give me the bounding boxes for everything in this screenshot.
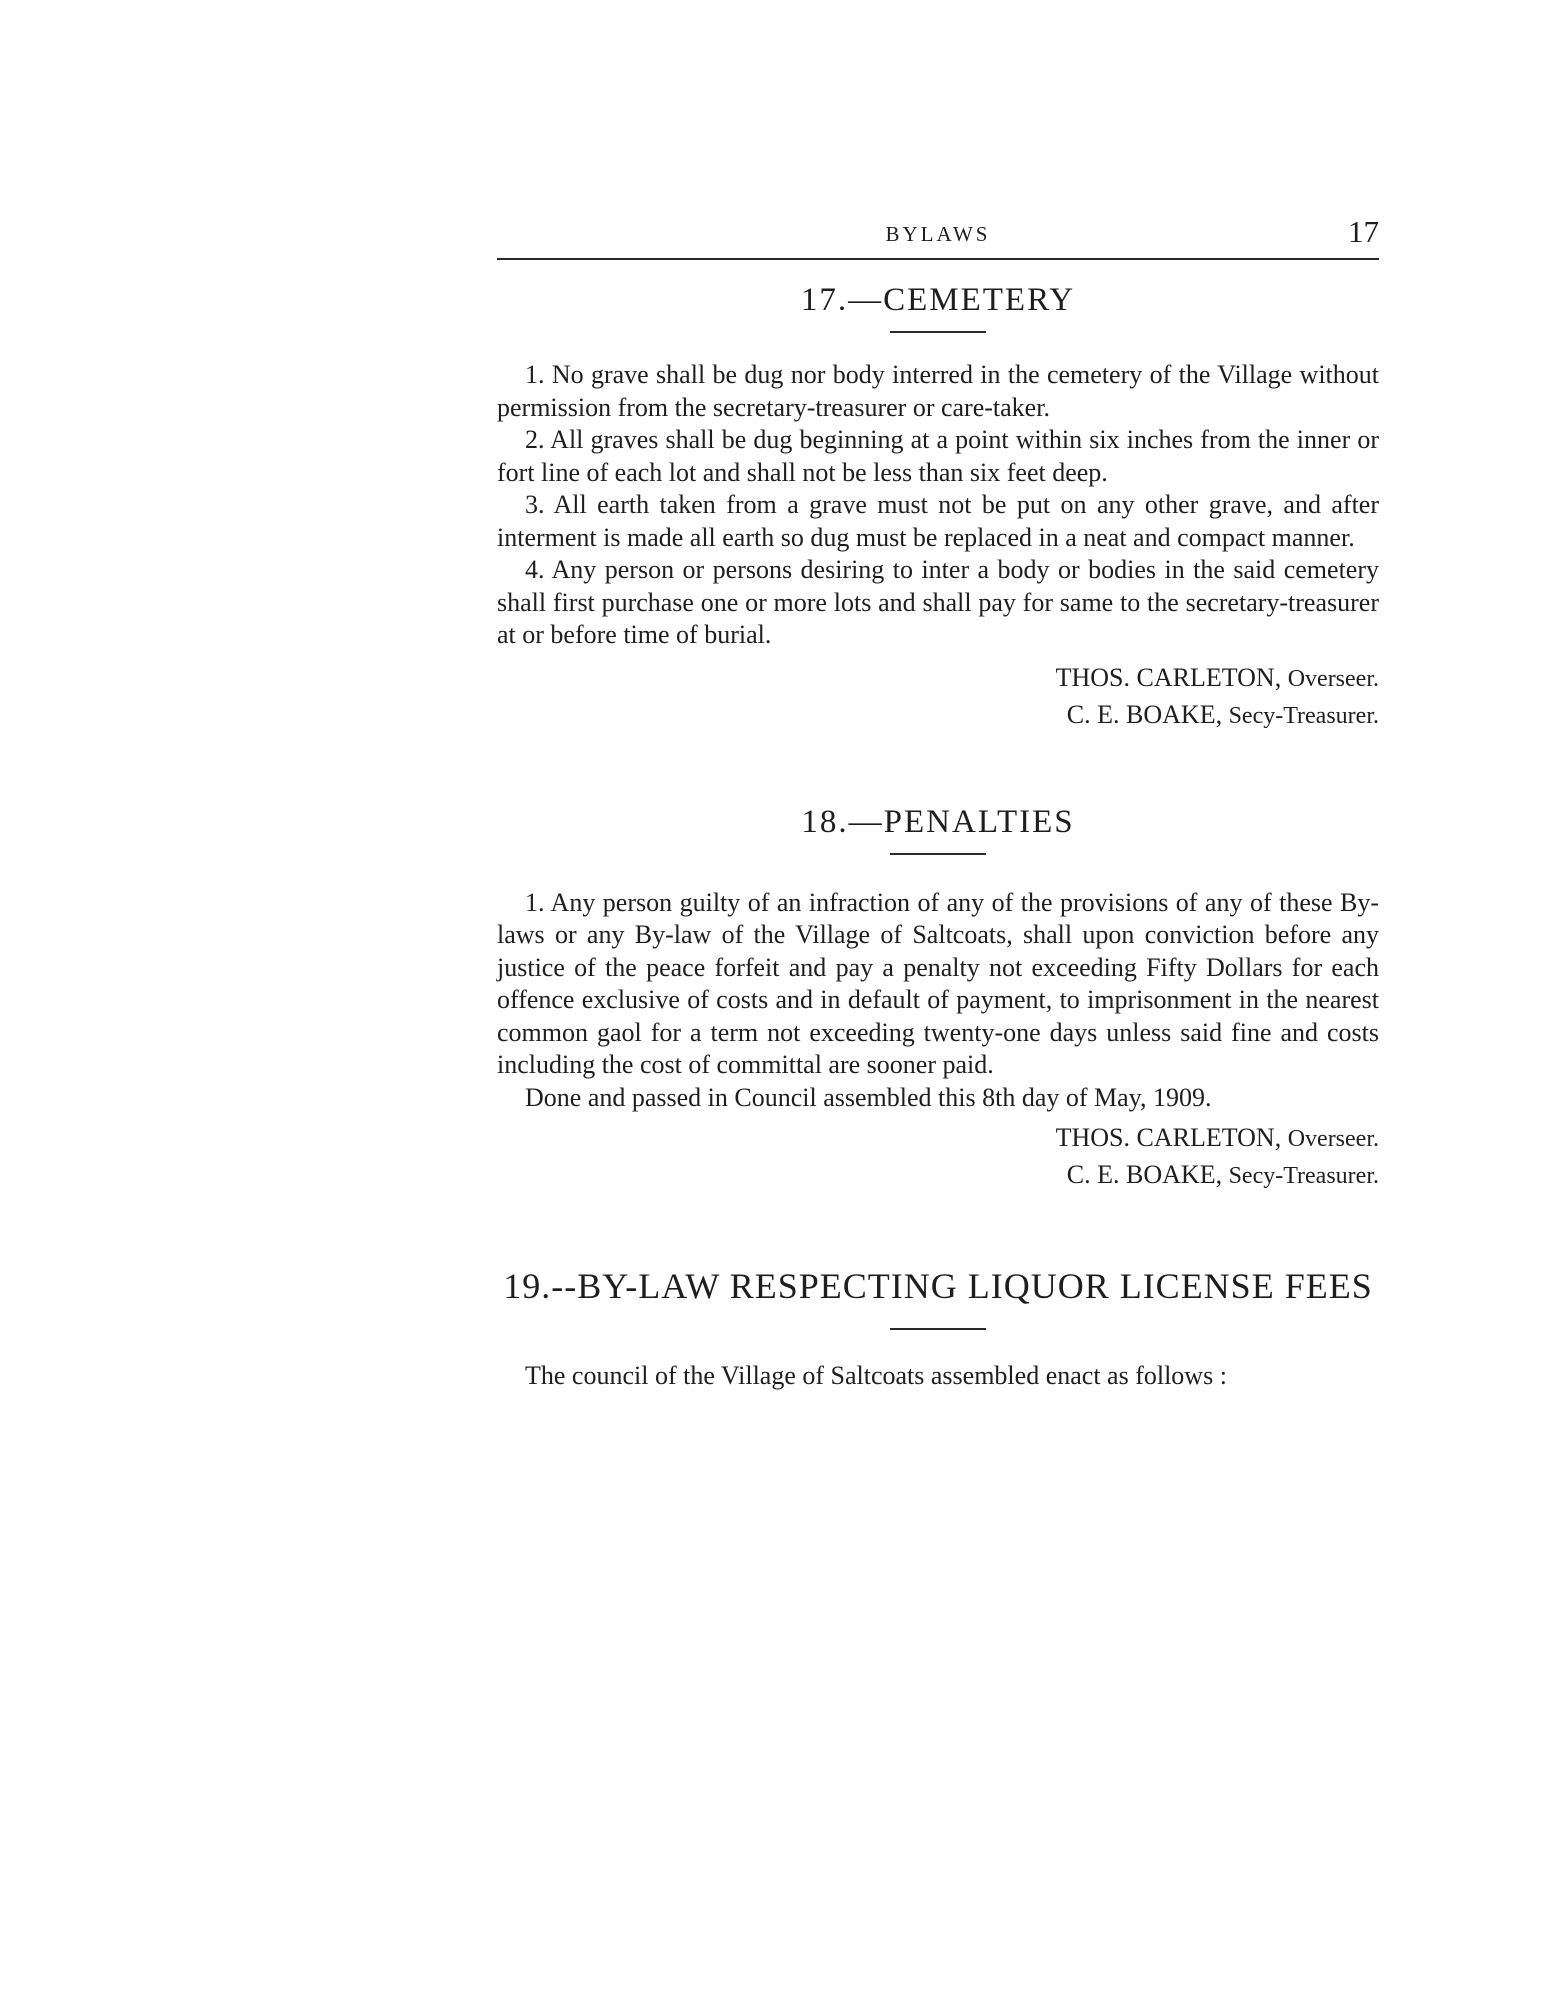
section-heading: 17.—CEMETERY xyxy=(800,282,1076,318)
signature-name: THOS. CARLETON, xyxy=(1055,1123,1282,1152)
paragraph: 3. All earth taken from a grave must not be put on any other grave, and after interment is made all earth so dug must be replaced in a neat and compact manner. xyxy=(497,490,1379,552)
paragraph: 4. Any person or persons desiring to inter a body or bodies in the said cemetery shall first purchase one or more lots and shall pay for same to the secretary-treasurer at or before time of burial. xyxy=(497,555,1379,649)
section-heading: 18.—PENALTIES xyxy=(801,803,1075,840)
signature-name: C. E. BOAKE, xyxy=(1066,1160,1223,1189)
signature-name: THOS. CARLETON, xyxy=(1055,662,1282,692)
section-cemetery xyxy=(497,282,1379,734)
running-head xyxy=(497,212,1379,260)
section-penalties xyxy=(497,804,1379,1195)
section-liquor-license-fees xyxy=(497,1264,1379,1393)
signature-role: Secy-Treasurer. xyxy=(1228,702,1379,729)
signature-line xyxy=(497,697,1379,734)
signature-line xyxy=(497,1157,1379,1194)
text-column xyxy=(497,212,1379,1393)
signature-line xyxy=(497,1120,1379,1157)
paragraph: The council of the Village of Saltcoats assembled enact as follows : xyxy=(525,1361,1227,1390)
paragraph: 1. No grave shall be dug nor body interred in the cemetery of the Village without permission from the secretary-treasurer or care-taker. xyxy=(497,360,1379,422)
signature-role: Overseer. xyxy=(1287,1126,1379,1152)
signature-role: Secy-Treasurer. xyxy=(1228,1163,1379,1189)
signature-line xyxy=(497,660,1379,697)
signature-name: C. E. BOAKE, xyxy=(1066,699,1223,729)
signature-role: Overseer. xyxy=(1287,665,1379,692)
paragraph: 2. All graves shall be dug beginning at a point within six inches from the inner or fort line of each lot and shall not be less than six feet deep. xyxy=(497,425,1379,487)
running-head-title: BYLAWS xyxy=(885,222,991,246)
paragraph: 1. Any person guilty of an infraction of any of the provisions of any of these By-laws or any By-law of the Village of Saltcoats, shall upon conviction before any justice of the peace forfeit and pay a penalty not exceeding Fifty Dollars for each offence exclusive of costs and in default of payment, to imprisonment in the nearest common gaol for a term not exceeding twenty-one days unless said fine and costs including the cost of committal are sooner paid. xyxy=(497,887,1379,1079)
section-heading: 19.--BY-LAW RESPECTING LIQUOR LICENSE FEES xyxy=(503,1266,1373,1306)
page-number: 17 xyxy=(1348,214,1379,249)
paragraph: Done and passed in Council assembled this 8th day of May, 1909. xyxy=(525,1082,1212,1112)
